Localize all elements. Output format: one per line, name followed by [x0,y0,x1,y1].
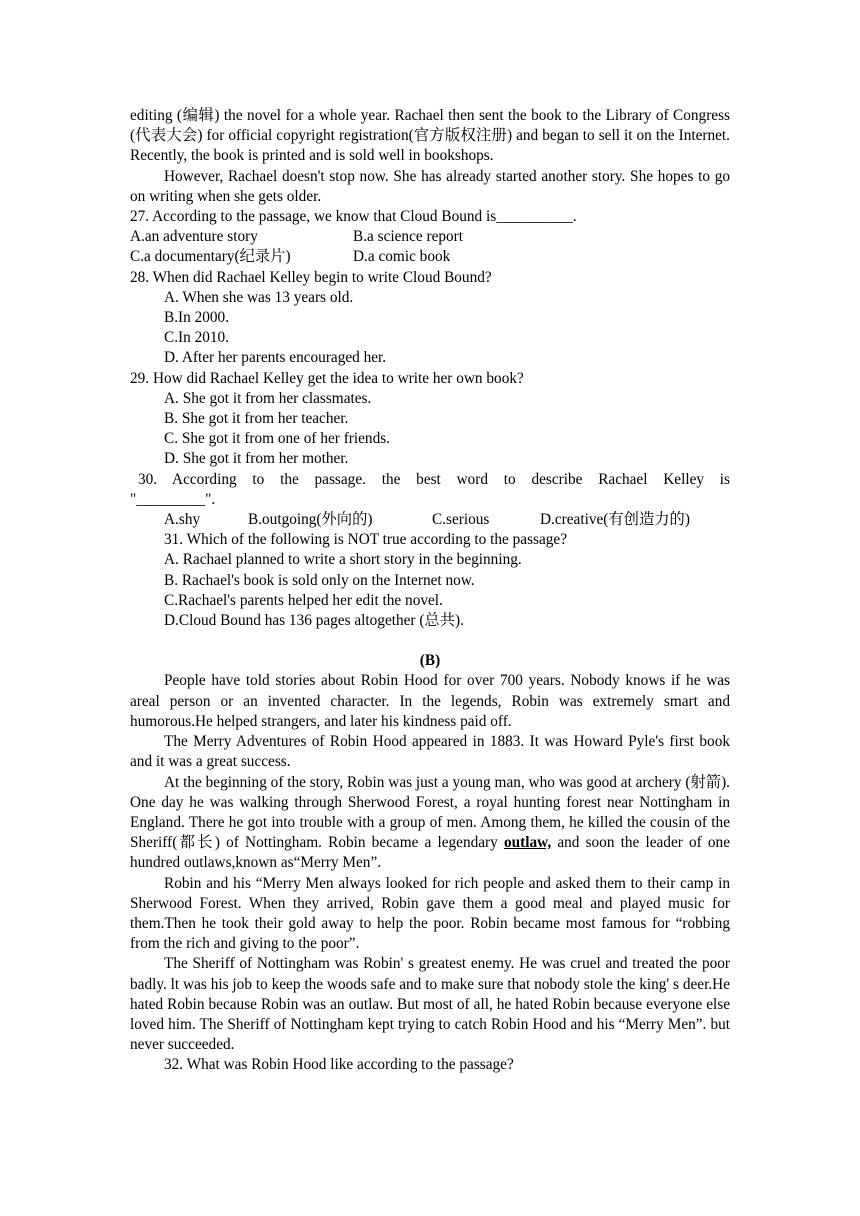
passage-paragraph: editing (编辑) the novel for a whole year. Rachael then sent the book to the Library of Congress (代表大会) for official copyright registration(官方版权注册) and began to sell it on the Internet. Recently, the book is printed and is sold well in bookshops. [130,107,730,165]
option-c: C.In 2010. [164,329,230,347]
option-d: D. After her parents encouraged her. [164,349,387,367]
passage-paragraph: Robin and his “Merry Men always looked for rich people and asked them to their camp in Sherwood Forest. When they arrived, Robin gave them a good meal and played music for them.Then he took their gold away to help the poor. Robin became most famous for “robbing from the rich and giving to the poor”. [130,874,730,953]
option-a: A. When she was 13 years old. [164,288,354,306]
passage-paragraph: The Sheriff of Nottingham was Robin' s greatest enemy. He was cruel and treated the poor badly. lt was his job to keep the woods safe and to make sure that nobody stole the king' s deer.He hated Robin because Robin was an outlaw. But most of all, he hated Robin because everyone else loved him. The Sheriff of Nottingham kept trying to catch Robin Hood and his “Merry Men”. but never succeeded. [130,955,730,1054]
option-c: C.serious [432,511,490,529]
question-27-options-row-1 [130,227,730,247]
option-b: B.In 2000. [164,309,230,327]
option-d: D. She got it from her mother. [164,450,349,468]
option-a: A.shy [164,511,201,529]
option-b: B.a science report [353,228,463,246]
underlined-word: outlaw, [503,834,552,852]
option-a: A. She got it from her classmates. [164,389,372,407]
option-a: A. Rachael planned to write a short story in the beginning. [164,551,522,569]
paragraph-text: and soon the leader of one hundred outlaws,known as“Merry Men”. [130,834,730,872]
option-b: B. She got it from her teacher. [164,410,349,428]
question-28-stem: 28. When did Rachael Kelley begin to write Cloud Bound? [130,268,492,286]
passage-paragraph: The Merry Adventures of Robin Hood appeared in 1883. It was Howard Pyle's first book and it was a great success. [130,733,730,771]
question-27-options-row-2 [130,247,730,267]
option-d: D.Cloud Bound has 136 pages altogether (总共). [164,612,464,630]
option-c: C.a documentary(纪录片) [130,248,291,266]
question-29-stem: 29. How did Rachael Kelley get the idea to write her own book? [130,369,524,387]
option-c: C. She got it from one of her friends. [164,430,391,448]
question-27-stem: 27. According to the passage, we know that Cloud Bound is__________. [130,208,577,226]
passage-paragraph: People have told stories about Robin Hood for over 700 years. Nobody knows if he was areal person or an invented character. In the legends, Robin was extremely smart and humorous.He helped strangers, and later his kindness paid off. [130,672,730,730]
question-30-stem: 30. According to the passage. the best word to describe Rachael Kelley is [138,470,730,488]
question-31-stem: 31. Which of the following is NOT true according to the passage? [164,531,567,549]
option-d: D.a comic book [353,248,451,266]
option-b: B. Rachael's book is sold only on the Internet now. [164,571,475,589]
document-page [130,106,730,1076]
paragraph-text: At the beginning of the story, Robin was just a young man, who was good at archery (射箭). One day he was walking through Sherwood Forest, a royal hunting forest near Nottingham in England. There he got into trouble with a group of men. Among them, he killed the cousin of the Sheriff(都长) of Nottingham. Robin became a legendary [130,773,730,852]
section-heading: (B) [419,652,441,670]
option-b: B.outgoing(外向的) [248,511,373,529]
option-c: C.Rachael's parents helped her edit the novel. [164,591,443,609]
passage-paragraph [130,773,730,874]
question-32-stem: 32. What was Robin Hood like according to the passage? [164,1056,514,1074]
question-30-stem-blank: "_________". [130,490,216,508]
question-30-options [130,510,730,530]
option-d: D.creative(有创造力的) [540,511,690,529]
option-a: A.an adventure story [130,228,258,246]
passage-paragraph: However, Rachael doesn't stop now. She has already started another story. She hopes to go on writing when she gets older. [130,167,730,205]
